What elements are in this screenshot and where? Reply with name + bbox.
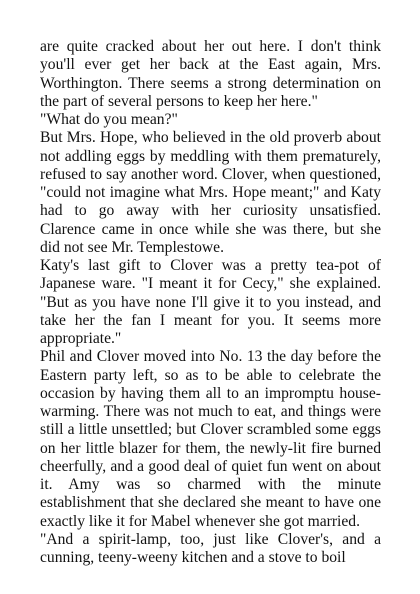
paragraph-spirit-lamp: "And a spirit-lamp, too, just like Clover's, and a cunning, teeny-weeny kitchen and a stove to boil	[40, 530, 381, 566]
paragraph-house-warming: Phil and Clover moved into No. 13 the day before the Eastern party left, so as to be able to celebrate the occasion by having them all to an impromptu house-warming. There was not much to eat, and things were still a little unsettled; but Clover scrambled some eggs on her little blazer for them, the newly-lit fire burned cheerfully, and a good deal of quiet fun went on about it. Amy was so charmed with the minute establishment that she declared she meant to have one exactly like it for Mabel whenever she got married.	[40, 348, 381, 530]
paragraph-mrs-hope: But Mrs. Hope, who believed in the old proverb about not addling eggs by meddling with them prematurely, refused to say another word. Clover, when questioned, "could not imagine what Mrs. Hope meant;" and Katy had to go away with her curiosity unsatisfied. Clarence came in once while she was there, but she did not see Mr. Templestowe.	[40, 129, 381, 256]
book-page-text	[40, 38, 381, 567]
paragraph-teapot-gift: Katy's last gift to Clover was a pretty tea-pot of Japanese ware. "I meant it for Cecy," she explained. "But as you have none I'll give it to you instead, and take her the fan I meant for you. It seems more appropriate."	[40, 257, 381, 347]
paragraph-question: "What do you mean?"	[40, 111, 178, 128]
paragraph-continuation: are quite cracked about her out here. I don't think you'll ever get her back at the East again, Mrs. Worthington. There seems a strong determination on the part of several persons to keep her here."	[40, 38, 381, 110]
